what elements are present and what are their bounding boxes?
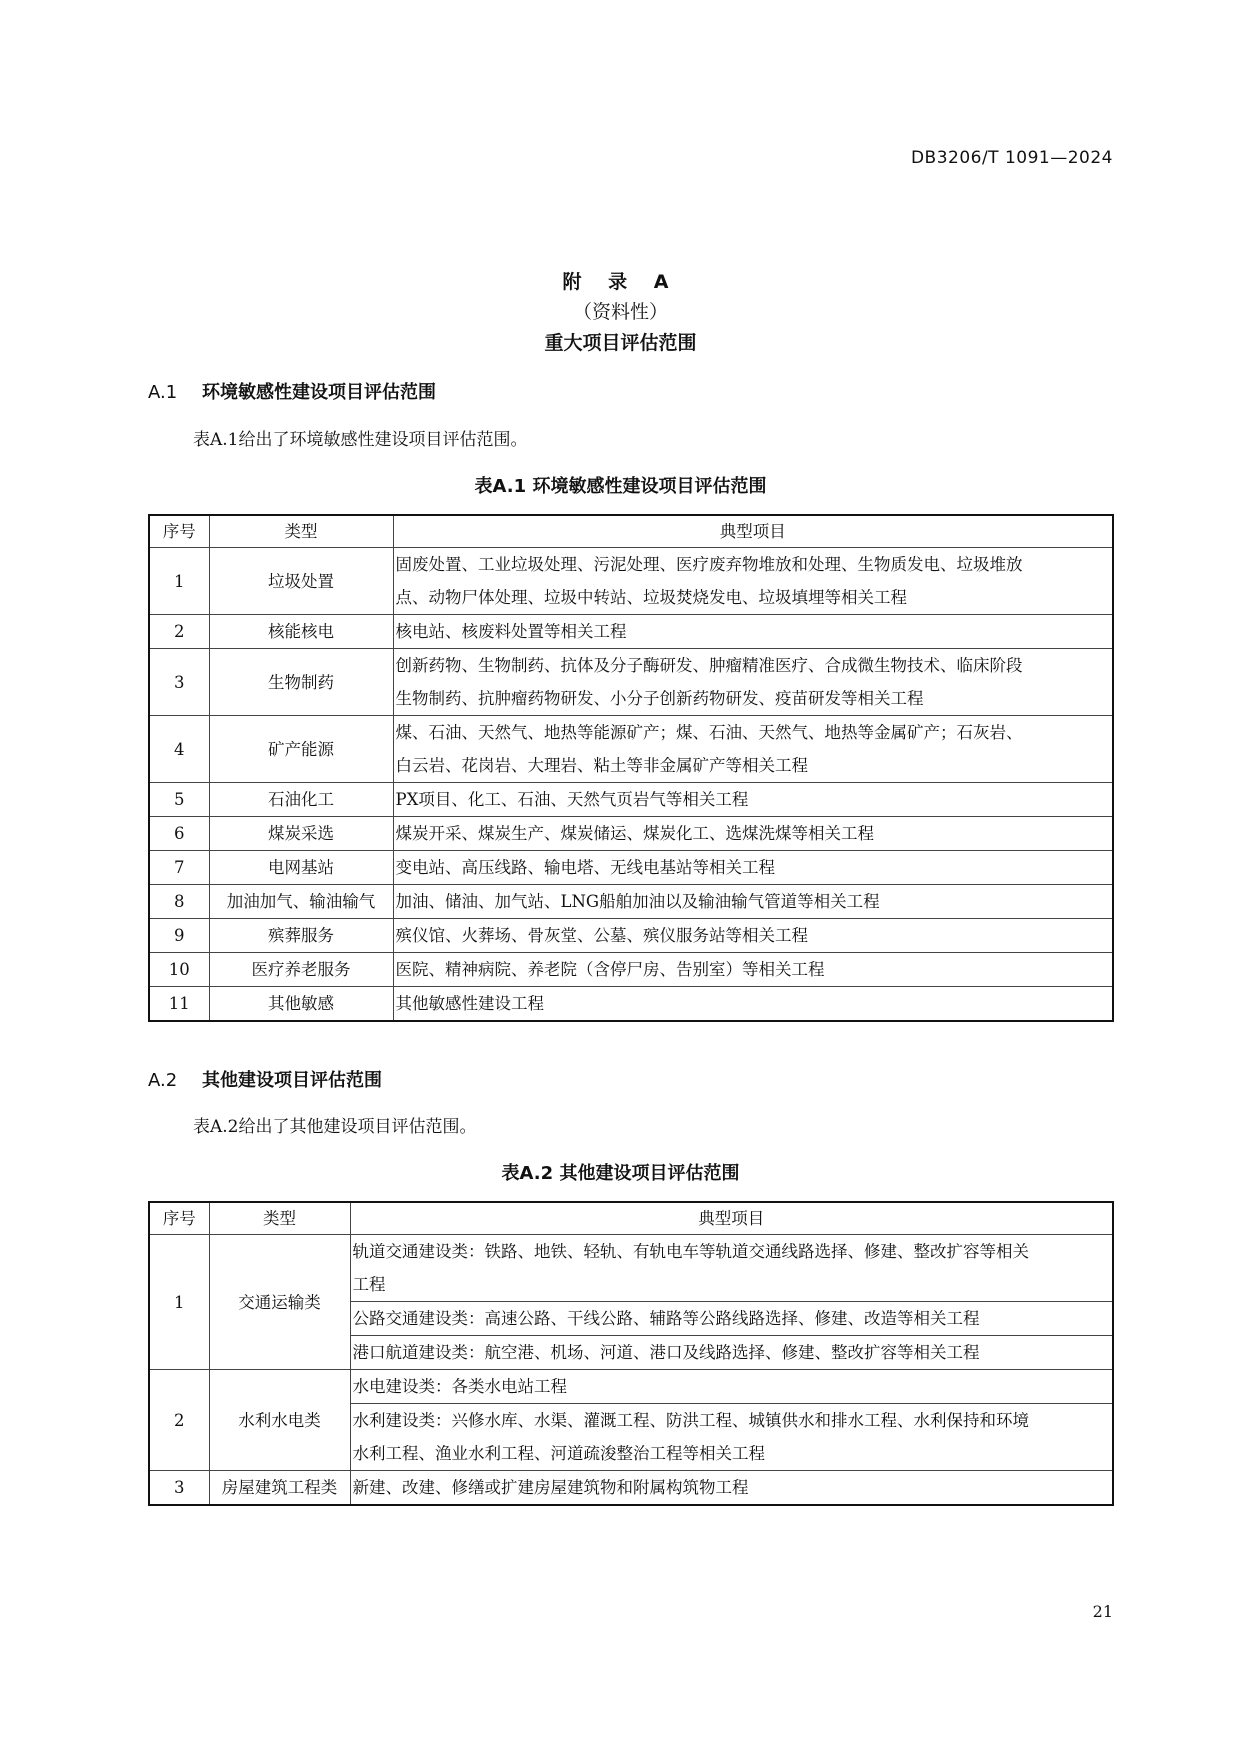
- row-type: 加油加气、输油输气: [209, 885, 393, 919]
- table-row: [149, 851, 1113, 885]
- section-a2-heading: [148, 1066, 382, 1092]
- row-number: 1: [149, 548, 209, 615]
- row-number: 8: [149, 885, 209, 919]
- project-text-line: 工程: [352, 1275, 386, 1294]
- project-text-line: 煤炭开采、煤炭生产、煤炭储运、煤炭化工、选煤洗煤等相关工程: [395, 824, 874, 843]
- row-projects: [350, 1404, 1113, 1471]
- row-number: 7: [149, 851, 209, 885]
- row-projects: [350, 1471, 1113, 1506]
- table-row: [149, 1370, 1113, 1404]
- page-number: 21: [1092, 1602, 1113, 1621]
- appendix-nature: （资料性）: [572, 301, 668, 323]
- row-type: 生物制药: [209, 649, 393, 716]
- column-header-type: 类型: [209, 1202, 350, 1235]
- row-type: 煤炭采选: [209, 817, 393, 851]
- row-number: 6: [149, 817, 209, 851]
- row-number: 3: [149, 649, 209, 716]
- row-number: 2: [149, 1370, 209, 1471]
- row-type: 交通运输类: [209, 1235, 350, 1370]
- project-text-line: 港口航道建设类：航空港、机场、河道、港口及线路选择、修建、整改扩容等相关工程: [352, 1343, 980, 1362]
- project-text-line: 核电站、核废料处置等相关工程: [395, 622, 627, 641]
- row-type: 石油化工: [209, 783, 393, 817]
- project-text-line: 固废处置、工业垃圾处理、污泥处理、医疗废弃物堆放和处理、生物质发电、垃圾堆放: [395, 555, 1023, 574]
- table-header-row: [149, 1202, 1113, 1235]
- table-row: [149, 1235, 1113, 1302]
- project-text-line: 轨道交通建设类：铁路、地铁、轻轨、有轨电车等轨道交通线路选择、修建、整改扩容等相关: [352, 1242, 1029, 1261]
- row-type: 医疗养老服务: [209, 953, 393, 987]
- project-text-line: 生物制药、抗肿瘤药物研发、小分子创新药物研发、疫苗研发等相关工程: [395, 689, 924, 708]
- table-row: [149, 548, 1113, 615]
- table-header-row: [149, 515, 1113, 548]
- table-row: [149, 783, 1113, 817]
- table-a1-caption: 表A.1 环境敏感性建设项目评估范围: [474, 476, 767, 497]
- project-text-line: 点、动物尸体处理、垃圾中转站、垃圾焚烧发电、垃圾填埋等相关工程: [395, 588, 907, 607]
- row-type: 其他敏感: [209, 987, 393, 1022]
- table-a1: [148, 514, 1114, 1022]
- row-projects: [393, 851, 1113, 885]
- section-a1-heading: [148, 378, 436, 404]
- row-projects: [393, 953, 1113, 987]
- table-row: [149, 615, 1113, 649]
- row-number: 1: [149, 1235, 209, 1370]
- column-header-no: 序号: [149, 1202, 209, 1235]
- table-row: [149, 953, 1113, 987]
- table-row: [149, 817, 1113, 851]
- project-text-line: 水利工程、渔业水利工程、河道疏浚整治工程等相关工程: [352, 1444, 765, 1463]
- row-projects: [350, 1302, 1113, 1336]
- row-projects: [393, 885, 1113, 919]
- row-projects: [393, 548, 1113, 615]
- table-a2-caption: 表A.2 其他建设项目评估范围: [501, 1163, 740, 1184]
- column-header-type: 类型: [209, 515, 393, 548]
- column-header-projects: 典型项目: [393, 515, 1113, 548]
- row-projects: [350, 1235, 1113, 1302]
- row-type: 核能核电: [209, 615, 393, 649]
- row-number: 5: [149, 783, 209, 817]
- row-number: 3: [149, 1471, 209, 1506]
- table-a2: [148, 1201, 1114, 1506]
- row-number: 9: [149, 919, 209, 953]
- project-text-line: 其他敏感性建设工程: [395, 994, 544, 1013]
- section-a1-number: A.1: [148, 382, 178, 403]
- table-row: [149, 885, 1113, 919]
- table-row: [149, 919, 1113, 953]
- section-a2-intro: 表A.2给出了其他建设项目评估范围。: [193, 1117, 477, 1137]
- project-text-line: 殡仪馆、火葬场、骨灰堂、公墓、殡仪服务站等相关工程: [395, 926, 808, 945]
- project-text-line: 水利建设类：兴修水库、水渠、灌溉工程、防洪工程、城镇供水和排水工程、水利保持和环境: [352, 1411, 1029, 1430]
- section-a1-intro: 表A.1给出了环境敏感性建设项目评估范围。: [193, 430, 528, 450]
- appendix-title: 附 录 A: [562, 271, 679, 293]
- project-text-line: 煤、石油、天然气、地热等能源矿产；煤、石油、天然气、地热等金属矿产；石灰岩、: [395, 723, 1023, 742]
- project-text-line: 水电建设类：各类水电站工程: [352, 1377, 567, 1396]
- section-a1-title: 环境敏感性建设项目评估范围: [202, 382, 436, 403]
- standard-code: DB3206/T 1091—2024: [910, 148, 1113, 168]
- appendix-name: 重大项目评估范围: [544, 332, 697, 354]
- row-type: 矿产能源: [209, 716, 393, 783]
- project-text-line: 医院、精神病院、养老院（含停尸房、告别室）等相关工程: [395, 960, 825, 979]
- row-projects: [393, 817, 1113, 851]
- table-row: [149, 1471, 1113, 1506]
- project-text-line: 白云岩、花岗岩、大理岩、粘土等非金属矿产等相关工程: [395, 756, 808, 775]
- row-number: 11: [149, 987, 209, 1022]
- project-text-line: 新建、改建、修缮或扩建房屋建筑物和附属构筑物工程: [352, 1478, 749, 1497]
- project-text-line: 加油、储油、加气站、LNG船舶加油以及输油输气管道等相关工程: [395, 892, 880, 911]
- project-text-line: 创新药物、生物制药、抗体及分子酶研发、肿瘤精准医疗、合成微生物技术、临床阶段: [395, 656, 1023, 675]
- table-row: [149, 649, 1113, 716]
- row-number: 2: [149, 615, 209, 649]
- row-projects: [393, 783, 1113, 817]
- row-number: 4: [149, 716, 209, 783]
- project-text-line: 公路交通建设类：高速公路、干线公路、辅路等公路线路选择、修建、改造等相关工程: [352, 1309, 980, 1328]
- project-text-line: 变电站、高压线路、输电塔、无线电基站等相关工程: [395, 858, 775, 877]
- row-projects: [393, 649, 1113, 716]
- column-header-no: 序号: [149, 515, 209, 548]
- row-projects: [393, 919, 1113, 953]
- row-projects: [350, 1336, 1113, 1370]
- row-type: 电网基站: [209, 851, 393, 885]
- column-header-projects: 典型项目: [350, 1202, 1113, 1235]
- row-type: 房屋建筑工程类: [209, 1471, 350, 1506]
- table-row: [149, 716, 1113, 783]
- row-projects: [393, 615, 1113, 649]
- row-projects: [393, 987, 1113, 1022]
- section-a2-number: A.2: [148, 1070, 178, 1091]
- table-row: [149, 987, 1113, 1022]
- row-type: 殡葬服务: [209, 919, 393, 953]
- row-type: 垃圾处置: [209, 548, 393, 615]
- row-projects: [350, 1370, 1113, 1404]
- row-type: 水利水电类: [209, 1370, 350, 1471]
- row-number: 10: [149, 953, 209, 987]
- row-projects: [393, 716, 1113, 783]
- project-text-line: PX项目、化工、石油、天然气页岩气等相关工程: [395, 790, 749, 809]
- section-a2-title: 其他建设项目评估范围: [202, 1070, 382, 1091]
